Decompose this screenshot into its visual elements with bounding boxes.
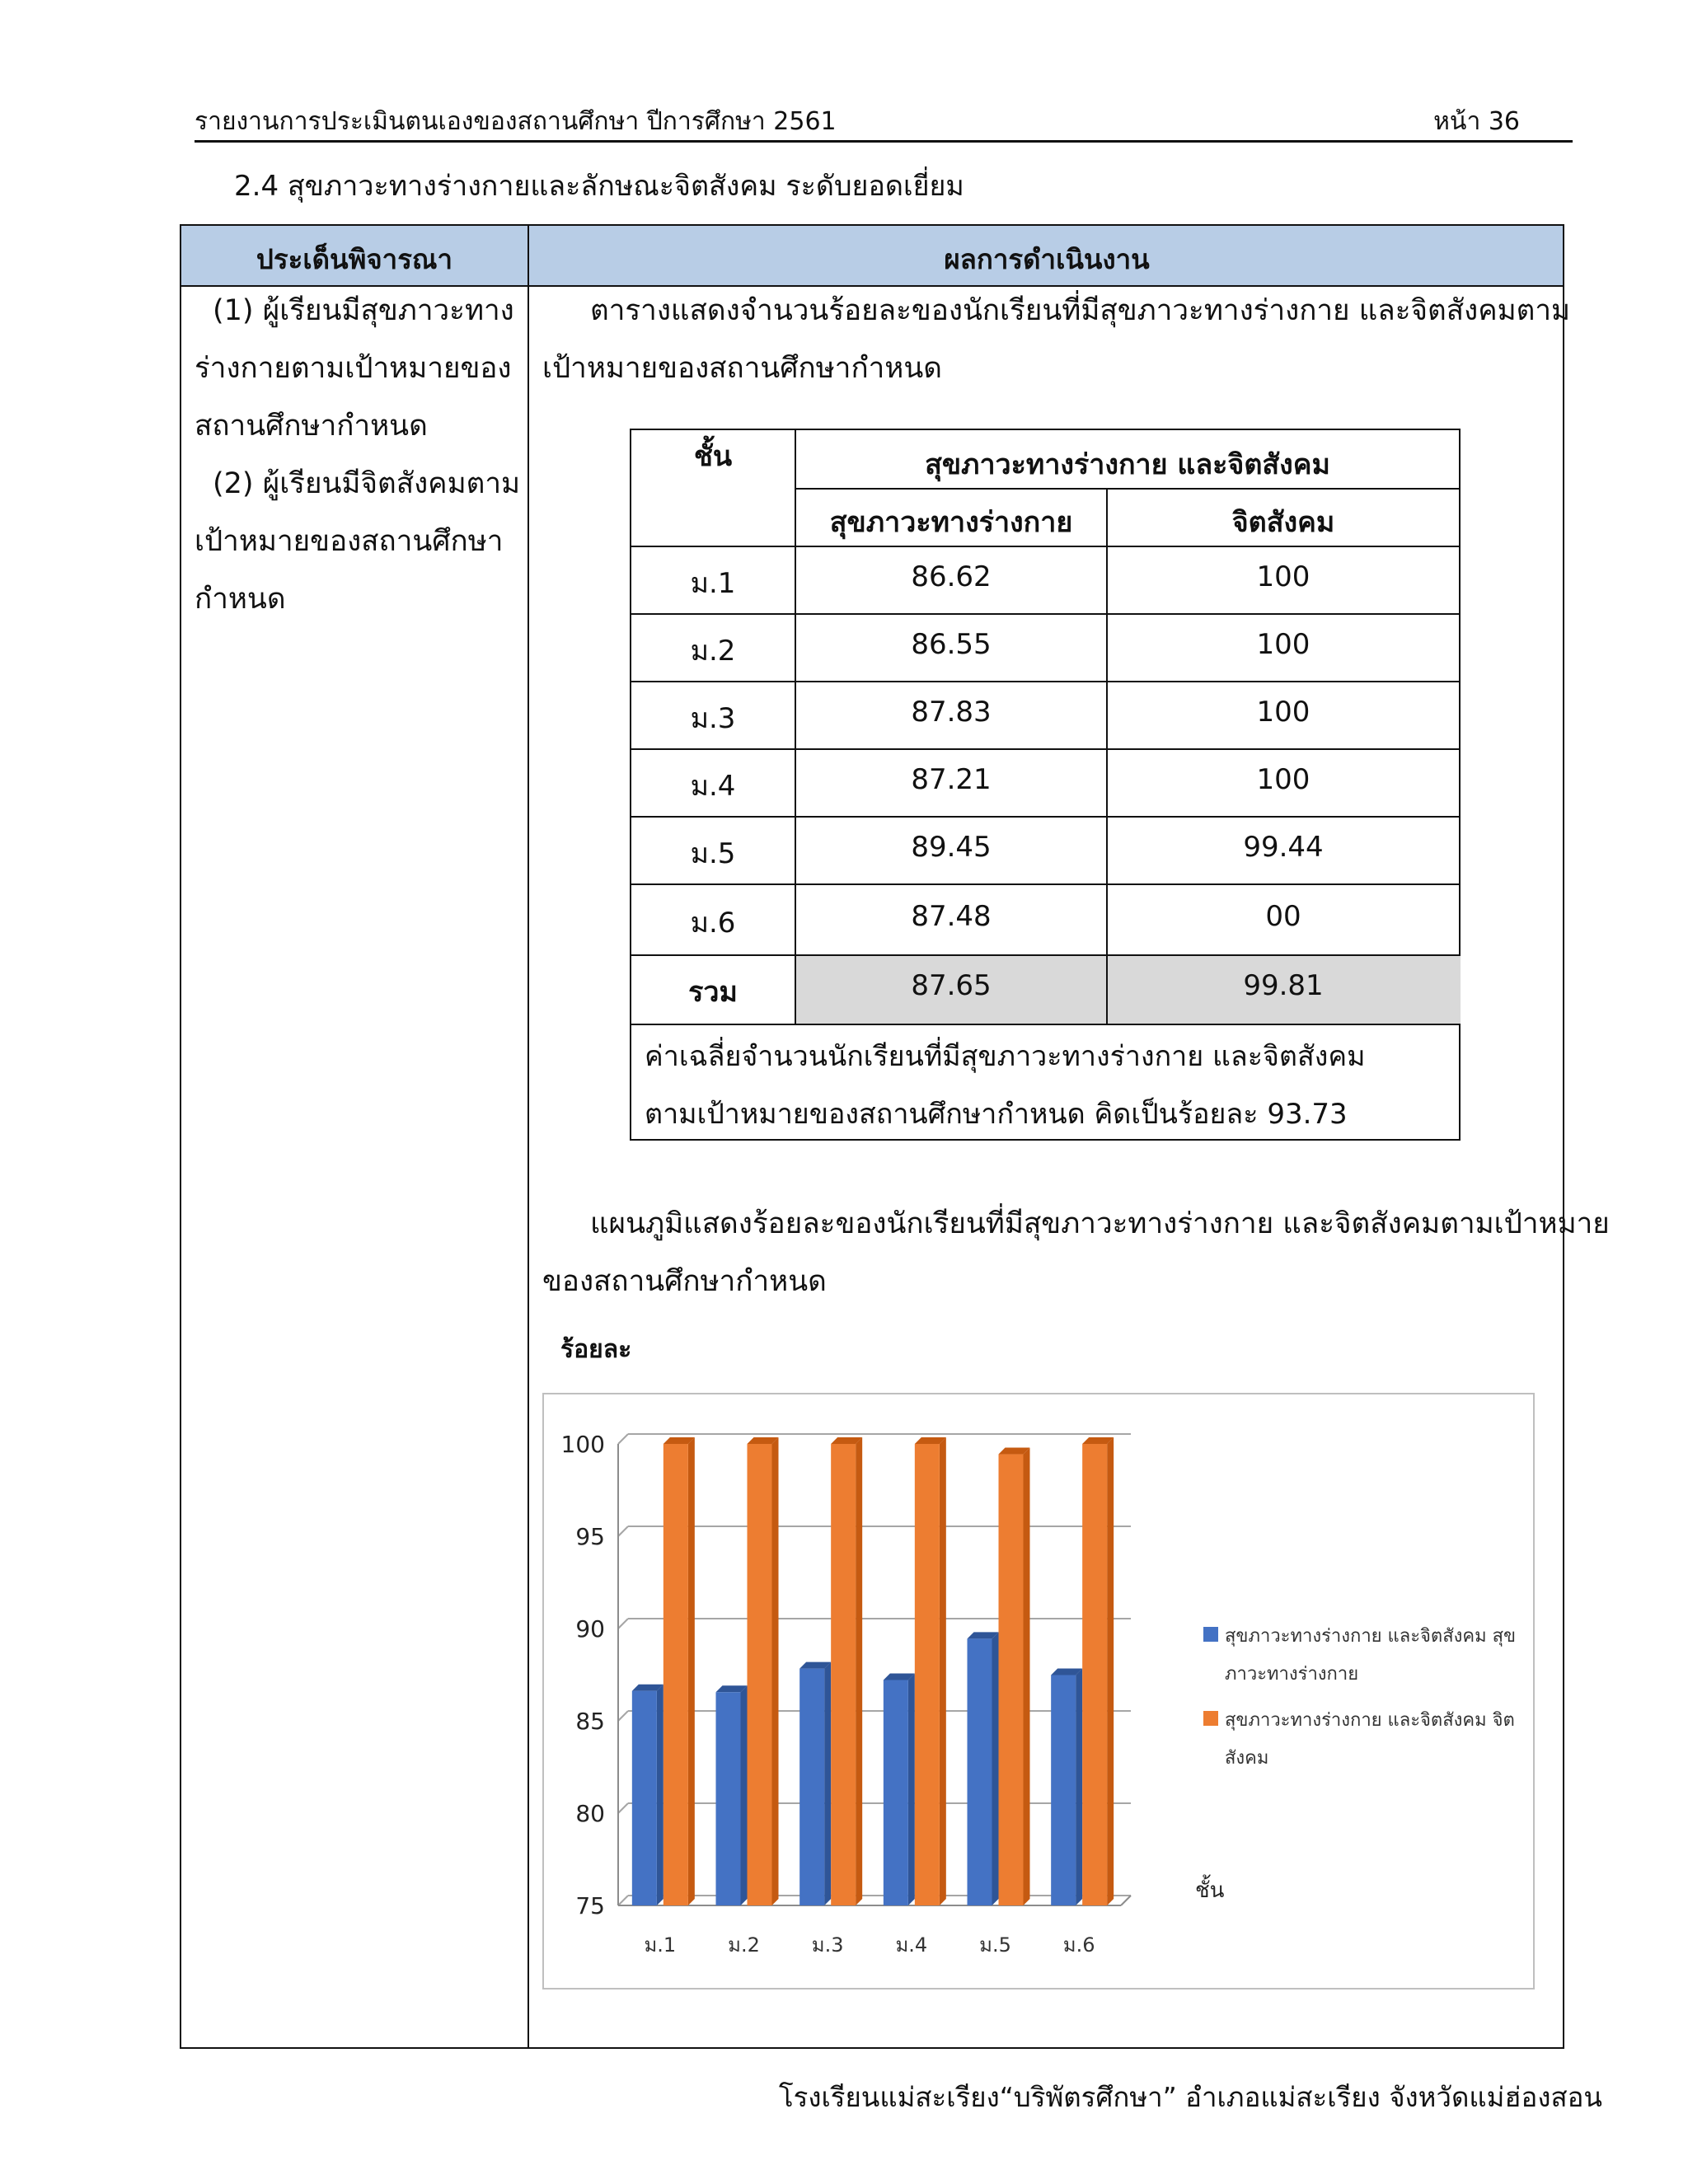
legend-label: สังคม [1225, 1748, 1269, 1769]
bar [1051, 1675, 1076, 1905]
bar [748, 1444, 772, 1905]
gridline [618, 1434, 628, 1444]
x-axis [1121, 1896, 1131, 1905]
criteria-line: ร่างกายตามเป้าหมายของ [195, 352, 512, 385]
x-tick-label: ม.1 [644, 1933, 677, 1957]
grade-cell: ม.1 [690, 567, 736, 600]
physical-header: สุขภาวะทางร่างกาย [829, 506, 1073, 539]
gridline [618, 1619, 628, 1629]
chart-intro-line1: แผนภูมิแสดงร้อยละของนักเรียนที่มีสุขภาวะทางร่างกาย และจิตสังคมตามเป้าหมาย [590, 1207, 1610, 1240]
bar-side [1076, 1668, 1082, 1905]
physical-cell: 89.45 [911, 831, 992, 864]
bar [968, 1638, 992, 1905]
gridline [618, 1896, 628, 1905]
average-note-line1: ค่าเฉลี่ยจำนวนนักเรียนที่มีสุขภาวะทางร่างกาย และจิตสังคม [645, 1040, 1366, 1073]
social-cell: 100 [1256, 628, 1311, 661]
row-line [796, 488, 1461, 490]
row-line [631, 883, 1459, 885]
physical-cell: 86.55 [911, 628, 992, 661]
criteria-header: ประเด็นพิจารณา [256, 243, 453, 275]
social-cell: 100 [1256, 696, 1311, 729]
page-number: หน้า 36 [1433, 107, 1520, 136]
table-intro-line1: ตารางแสดงจำนวนร้อยละของนักเรียนที่มีสุขภาวะทางร่างกาย และจิตสังคมตาม [590, 294, 1571, 327]
bar [999, 1455, 1024, 1905]
grade-cell: ม.3 [690, 702, 736, 735]
grade-cell: ม.5 [690, 837, 736, 870]
gridline [618, 1803, 628, 1813]
total-physical: 87.65 [911, 969, 992, 1002]
x-tick-label: ม.5 [979, 1933, 1011, 1957]
criteria-line: เป้าหมายของสถานศึกษา [195, 525, 504, 558]
bar-side [992, 1632, 999, 1905]
y-tick-label: 85 [575, 1708, 605, 1735]
criteria-line: สถานศึกษากำหนด [195, 410, 428, 443]
grade-cell: ม.2 [690, 635, 736, 668]
bar-side [1024, 1448, 1030, 1905]
bar-side [824, 1662, 831, 1905]
physical-cell: 87.48 [911, 900, 992, 933]
bar [831, 1444, 856, 1905]
legend-label: สุขภาวะทางร่างกาย และจิตสังคม สุข [1225, 1626, 1517, 1647]
social-cell: 99.44 [1243, 831, 1324, 864]
footer-school: โรงเรียนแม่สะเรียง“บริพัตรศึกษา” อำเภอแม่สะเรียง จังหวัดแม่ฮ่องสอน [778, 2081, 1602, 2113]
x-tick-label: ม.3 [811, 1933, 844, 1957]
bar-side [688, 1437, 695, 1905]
row-line [631, 816, 1459, 818]
bar-side [1107, 1437, 1114, 1905]
social-cell: 00 [1265, 900, 1301, 933]
column-divider [528, 226, 529, 2047]
physical-cell: 87.83 [911, 696, 992, 729]
physical-cell: 87.21 [911, 763, 992, 796]
social-cell: 100 [1256, 560, 1311, 593]
results-header: ผลการดำเนินงาน [944, 243, 1150, 275]
bar [799, 1669, 824, 1905]
bar-side [856, 1437, 862, 1905]
gridline [618, 1526, 628, 1536]
total-label: รวม [688, 976, 738, 1009]
bar [915, 1444, 940, 1905]
row-line [631, 613, 1459, 615]
bar-chart [544, 1394, 1533, 1988]
bar-side [908, 1673, 915, 1905]
grade-cell: ม.6 [690, 907, 736, 940]
physical-cell: 86.62 [911, 560, 992, 593]
social-cell: 100 [1256, 763, 1311, 796]
y-tick-label: 80 [575, 1800, 605, 1827]
chart-ylabel: ร้อยละ [560, 1335, 632, 1364]
criteria-line: กำหนด [195, 583, 286, 616]
criteria-list [195, 282, 524, 628]
bar [663, 1444, 688, 1905]
x-tick-label: ม.4 [895, 1933, 928, 1957]
x-tick-label: ม.2 [728, 1933, 760, 1957]
row-line [631, 681, 1459, 682]
group-header: สุขภาวะทางร่างกาย และจิตสังคม [925, 448, 1330, 481]
section-title: 2.4 สุขภาวะทางร่างกายและลักษณะจิตสังคม ระดับยอดเยี่ยม [234, 170, 964, 203]
row-line [631, 546, 1459, 547]
grade-cell: ม.4 [690, 770, 736, 803]
total-social: 99.81 [1243, 969, 1324, 1002]
legend-label: ภาวะทางร่างกาย [1225, 1664, 1359, 1685]
data-table [630, 429, 1461, 1141]
report-title: รายงานการประเมินตนเองของสถานศึกษา ปีการศึกษา 2561 [195, 107, 837, 136]
row-line [631, 954, 1459, 956]
bar-side [940, 1437, 946, 1905]
legend-swatch [1203, 1711, 1218, 1726]
y-tick-label: 100 [560, 1431, 605, 1458]
criteria-line: (1) ผู้เรียนมีสุขภาวะทาง [213, 294, 514, 327]
legend-swatch [1203, 1627, 1218, 1642]
bar [1082, 1444, 1107, 1905]
y-tick-label: 75 [575, 1892, 605, 1919]
y-tick-label: 90 [575, 1615, 605, 1643]
bar [884, 1680, 908, 1905]
y-tick-label: 95 [575, 1523, 605, 1550]
x-tick-label: ม.6 [1062, 1933, 1095, 1957]
header-rule [195, 140, 1573, 143]
chart-intro-line2: ของสถานศึกษากำหนด [542, 1265, 827, 1298]
gridline [618, 1711, 628, 1721]
criteria-line: (2) ผู้เรียนมีจิตสังคมตาม [213, 467, 521, 500]
table-intro-line2: เป้าหมายของสถานศึกษากำหนด [542, 352, 943, 385]
row-line [631, 1024, 1459, 1025]
row-line [631, 748, 1459, 750]
social-header: จิตสังคม [1231, 506, 1335, 539]
bar-side [741, 1685, 748, 1905]
chart-xlabel: ชั้น [1195, 1878, 1225, 1903]
grade-header: ชั้น [693, 440, 733, 473]
bar [632, 1691, 657, 1905]
legend-label: สุขภาวะทางร่างกาย และจิตสังคม จิต [1225, 1710, 1515, 1731]
bar-side [657, 1685, 663, 1905]
chart-container [542, 1393, 1535, 1990]
average-note-line2: ตามเป้าหมายของสถานศึกษากำหนด คิดเป็นร้อยละ 93.73 [645, 1098, 1348, 1131]
bar-side [772, 1437, 779, 1905]
bar [716, 1692, 741, 1905]
